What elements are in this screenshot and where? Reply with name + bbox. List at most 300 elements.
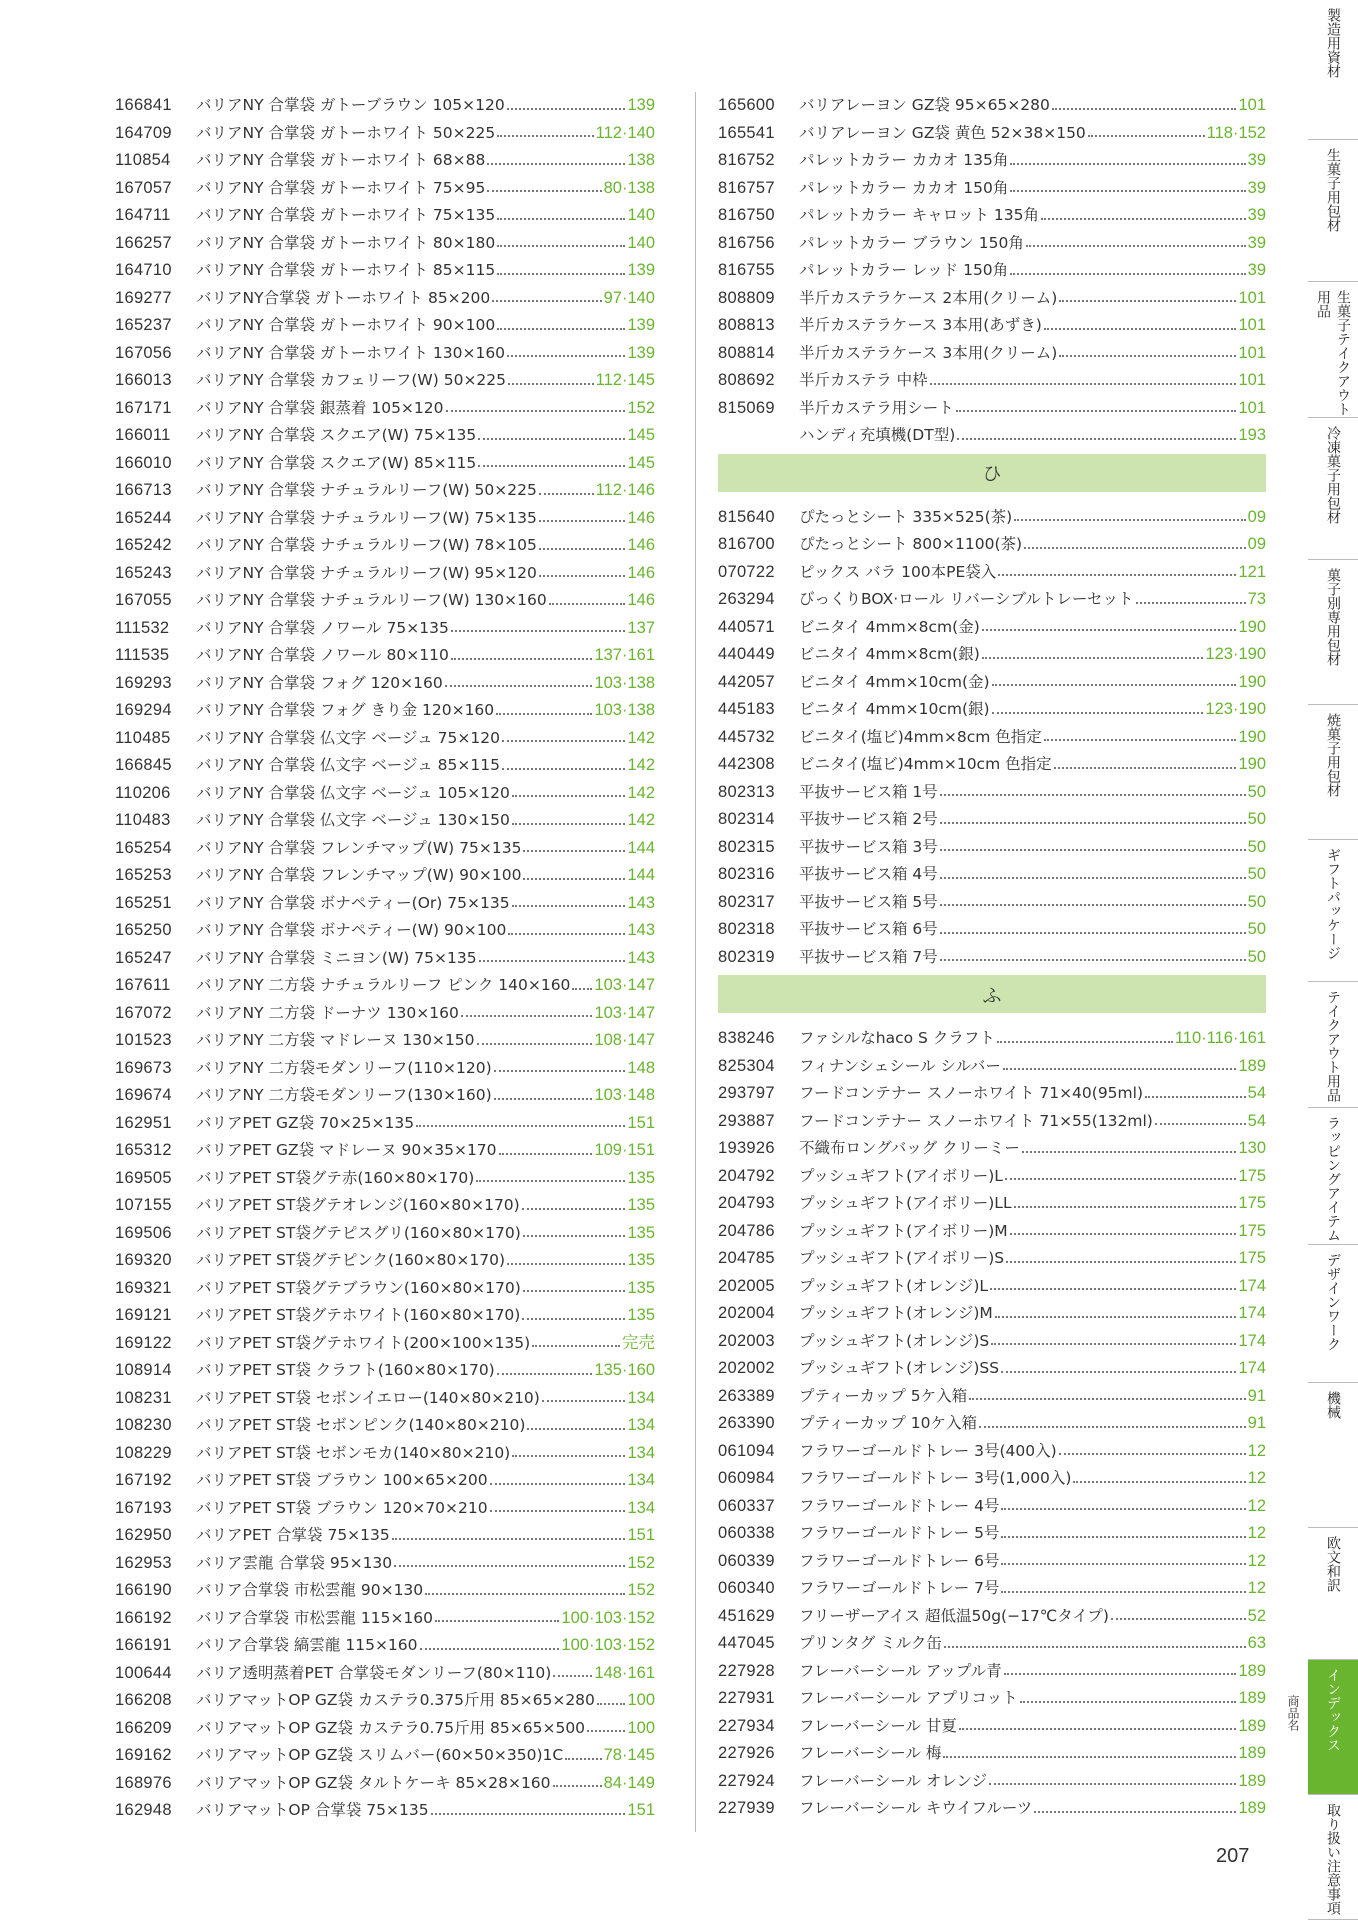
product-code: 808692 — [718, 371, 775, 389]
product-name: バリアPET 合掌袋 75×135 — [196, 1526, 390, 1544]
page-reference: 135 — [627, 1196, 655, 1214]
index-entry — [115, 1165, 655, 1193]
page-reference: 108·147 — [594, 1031, 655, 1049]
index-entry — [718, 1465, 1266, 1493]
product-code: 165243 — [115, 563, 172, 582]
index-entry — [718, 1520, 1266, 1548]
dot-leader — [1044, 328, 1237, 330]
product-code: 816752 — [718, 151, 775, 169]
section-tab[interactable] — [1308, 1383, 1358, 1528]
product-code: 802318 — [718, 920, 775, 938]
dot-leader — [1003, 1068, 1237, 1070]
page-reference: 135 — [627, 1278, 655, 1297]
index-entry — [115, 670, 655, 698]
product-name: バリアNY 合掌袋 ナチュラルリーフ(W) 130×160 — [196, 591, 547, 609]
product-code: 169293 — [115, 673, 172, 692]
dot-leader — [497, 218, 625, 220]
product-code: 451629 — [718, 1606, 775, 1625]
product-code: 169320 — [115, 1251, 172, 1269]
dot-leader — [1145, 1096, 1246, 1098]
page-reference: 135 — [627, 1168, 655, 1187]
product-name: フラワーゴールドトレー 7号 — [799, 1579, 1000, 1597]
page-reference: 54 — [1247, 1084, 1266, 1102]
section-tab[interactable] — [1308, 1660, 1358, 1795]
index-entry — [115, 1577, 655, 1605]
product-code: 166192 — [115, 1608, 172, 1627]
page-reference: 139 — [627, 316, 655, 334]
page-reference: 174 — [1238, 1331, 1266, 1350]
product-name: バリアレーヨン GZ袋 黄色 52×38×150 — [799, 123, 1086, 142]
product-name: パレットカラー キャロット 135角 — [799, 206, 1040, 224]
product-code: 166257 — [115, 233, 172, 252]
product-code: 169674 — [115, 1086, 172, 1104]
index-entry — [115, 1082, 655, 1110]
page-reference: 121 — [1238, 562, 1266, 581]
product-name: バリアNY 合掌袋 ガトーブラウン 105×120 — [196, 96, 505, 114]
page-number: 207 — [1216, 1845, 1250, 1867]
dot-leader — [512, 1455, 625, 1457]
dot-leader — [940, 959, 1246, 961]
product-code: 162948 — [115, 1801, 172, 1819]
product-code: 167193 — [115, 1498, 172, 1517]
dot-leader — [1020, 1701, 1237, 1703]
section-tab-label: テイクアウト用品 — [1325, 990, 1341, 1102]
index-entry — [718, 1548, 1266, 1576]
product-code: 808809 — [718, 288, 775, 307]
product-name: フレーバーシール アプリコット — [799, 1689, 1018, 1707]
dot-leader — [451, 658, 593, 660]
product-code: 169162 — [115, 1746, 172, 1764]
index-entry — [718, 147, 1266, 175]
product-name: 半斤カステラ 中枠 — [799, 371, 928, 389]
section-tab[interactable] — [1308, 1795, 1358, 1920]
product-code: 169277 — [115, 288, 172, 307]
product-code: 166013 — [115, 371, 172, 389]
page-reference: 63 — [1247, 1634, 1266, 1652]
index-entry — [115, 257, 655, 285]
dot-leader — [930, 383, 1237, 385]
index-entry — [718, 1740, 1266, 1768]
page-reference: 152 — [627, 1553, 655, 1572]
index-entry — [115, 1220, 655, 1248]
product-code: 110483 — [115, 811, 171, 829]
section-tab[interactable] — [1308, 140, 1358, 282]
section-tab[interactable] — [1308, 982, 1358, 1108]
dot-leader — [502, 768, 626, 770]
dot-leader — [507, 108, 626, 110]
product-code: 101523 — [115, 1031, 172, 1049]
product-name: バリアマットOP 合掌袋 75×135 — [196, 1801, 429, 1819]
index-entry — [115, 1522, 655, 1550]
product-code: 440571 — [718, 617, 775, 636]
product-name: バリアNY 合掌袋 仏文字 ベージュ 75×120 — [196, 728, 500, 747]
index-entry — [718, 1685, 1266, 1713]
product-code: 166209 — [115, 1718, 172, 1737]
product-code: 227939 — [718, 1799, 775, 1817]
product-code: 108914 — [115, 1361, 172, 1379]
product-code: 825304 — [718, 1056, 775, 1075]
dot-leader — [497, 1373, 593, 1375]
index-entry — [718, 1135, 1266, 1163]
page-reference: 78·145 — [603, 1746, 655, 1764]
page-reference: 142 — [627, 756, 655, 774]
product-code: 802316 — [718, 865, 775, 883]
dot-leader — [1001, 1508, 1245, 1510]
product-name: 平抜サービス箱 6号 — [799, 920, 938, 938]
dot-leader — [1005, 1178, 1237, 1180]
product-name: バリアNY 合掌袋 フレンチマップ(W) 90×100 — [196, 866, 522, 884]
index-entry — [718, 641, 1266, 669]
dot-leader — [940, 904, 1246, 906]
index-entry — [718, 1713, 1266, 1741]
product-name: バリアNY合掌袋 ガトーホワイト 85×200 — [196, 288, 491, 307]
dot-leader — [1136, 602, 1246, 604]
product-name: バリアPET GZ袋 70×25×135 — [196, 1113, 415, 1132]
dot-leader — [990, 1288, 1236, 1290]
product-name: バリアマットOP GZ袋 カステラ0.75斤用 85×65×500 — [196, 1718, 586, 1737]
product-name: びっくりBOX·ロール リバーシブルトレーセット — [799, 590, 1134, 608]
product-code: 816750 — [718, 206, 775, 224]
product-name: バリア合掌袋 市松雲龍 115×160 — [196, 1608, 434, 1627]
product-code: 169673 — [115, 1058, 172, 1077]
product-code: 802317 — [718, 892, 775, 911]
product-code: 169121 — [115, 1306, 172, 1324]
product-code: 166841 — [115, 96, 172, 114]
product-code: 165254 — [115, 838, 172, 857]
page-reference: 189 — [1238, 1744, 1266, 1762]
index-group-ha-continued — [718, 92, 1266, 450]
product-name: ビニタイ 4mm×8cm(銀) — [799, 645, 980, 663]
product-code: 165251 — [115, 893, 172, 912]
page-reference: 39 — [1247, 178, 1266, 197]
section-tab-label: デザインワーク — [1325, 1253, 1341, 1351]
dot-leader — [461, 1015, 593, 1017]
product-code: 169506 — [115, 1223, 172, 1242]
product-code: 169122 — [115, 1333, 172, 1352]
dot-leader — [1111, 1618, 1246, 1620]
page-reference: 174 — [1238, 1359, 1266, 1377]
dot-leader — [542, 1400, 626, 1402]
product-name: バリアNY 合掌袋 スクエア(W) 85×115 — [196, 453, 477, 472]
product-code: 227928 — [718, 1661, 775, 1680]
dot-leader — [940, 877, 1246, 879]
index-entry — [718, 1795, 1266, 1823]
section-tab[interactable] — [1308, 1528, 1358, 1660]
product-code: 100644 — [115, 1663, 172, 1682]
product-code: 204786 — [718, 1221, 775, 1240]
page-reference: 135 — [627, 1251, 655, 1269]
product-name: バリアPET ST袋グテホワイト(200×100×135) — [196, 1333, 531, 1352]
product-name: バリアNY 合掌袋 ガトーホワイト 130×160 — [196, 343, 506, 362]
dot-leader — [992, 684, 1237, 686]
section-tab[interactable] — [1308, 1108, 1358, 1245]
product-code: 802314 — [718, 810, 775, 828]
product-code: 165253 — [115, 866, 172, 884]
dot-leader — [487, 190, 601, 192]
product-name: ぴたっとシート 800×1100(茶) — [799, 535, 1023, 553]
product-name: フレーバーシール キウイフルーツ — [799, 1799, 1033, 1817]
dot-leader — [508, 383, 594, 385]
page-reference: 100 — [627, 1691, 655, 1709]
dot-leader — [1034, 1811, 1236, 1813]
index-entry — [115, 532, 655, 560]
product-name: プッシュギフト(オレンジ)L — [799, 1276, 989, 1295]
dot-leader — [487, 163, 625, 165]
page-reference: 50 — [1247, 810, 1266, 828]
dot-leader — [446, 410, 626, 412]
product-code: 167611 — [115, 976, 171, 994]
page-reference: 189 — [1238, 1799, 1266, 1817]
product-name: バリアNY 二方袋モダンリーフ(130×160) — [196, 1086, 492, 1104]
index-entry — [115, 1742, 655, 1770]
product-name: バリアPET ST袋 ブラウン 100×65×200 — [196, 1471, 488, 1489]
page-reference: 110·116·161 — [1174, 1029, 1266, 1047]
index-entry — [115, 972, 655, 1000]
page-reference: 100·103·152 — [561, 1636, 655, 1654]
dot-leader — [425, 1593, 625, 1595]
product-name: プッシュギフト(オレンジ)M — [799, 1304, 993, 1322]
index-entry — [115, 1110, 655, 1138]
product-code: 263390 — [718, 1414, 775, 1432]
page-reference: 101 — [1238, 371, 1266, 389]
product-name: ビニタイ(塩ビ)4mm×10cm 色指定 — [799, 755, 1052, 773]
index-entry — [718, 340, 1266, 368]
index-entry — [115, 120, 655, 148]
dot-leader — [940, 849, 1246, 851]
page-reference: 97·140 — [603, 288, 655, 307]
dot-leader — [1010, 273, 1245, 275]
dot-leader — [989, 1783, 1236, 1785]
index-entry — [115, 1632, 655, 1660]
product-code: 061094 — [718, 1441, 775, 1460]
page-reference: 189 — [1238, 1716, 1266, 1735]
product-code: 816756 — [718, 233, 775, 252]
product-code: 164711 — [115, 206, 171, 224]
product-name: ビニタイ 4mm×10cm(金) — [799, 672, 990, 691]
page-reference: 139 — [627, 343, 655, 362]
dot-leader — [957, 438, 1236, 440]
product-code: 110854 — [115, 151, 171, 169]
dot-leader — [492, 300, 601, 302]
page-reference: 73 — [1247, 590, 1266, 608]
page-reference: 189 — [1238, 1689, 1266, 1707]
product-name: バリアNY 合掌袋 ボナペティー(W) 90×100 — [196, 921, 507, 939]
index-entry — [115, 1495, 655, 1523]
dot-leader — [940, 794, 1246, 796]
product-code: 165600 — [718, 96, 775, 114]
product-name: バリアNY 合掌袋 ナチュラルリーフ(W) 75×135 — [196, 508, 537, 527]
product-name: フラワーゴールドトレー 5号 — [799, 1524, 1000, 1542]
product-code: 445732 — [718, 727, 775, 746]
product-name: バリアNY 合掌袋 ガトーホワイト 90×100 — [196, 316, 496, 334]
page-reference: 135 — [627, 1306, 655, 1324]
page-reference: 134 — [627, 1388, 655, 1407]
page-reference: 144 — [627, 866, 655, 884]
index-entry — [718, 1190, 1266, 1218]
product-name: フラワーゴールドトレー 3号(1,000入) — [799, 1469, 1072, 1487]
index-entry — [115, 780, 655, 808]
dot-leader — [1014, 1206, 1237, 1208]
product-code: 060340 — [718, 1579, 775, 1597]
product-name: バリアNY 合掌袋 ガトーホワイト 50×225 — [196, 123, 496, 142]
page-reference: 143 — [627, 893, 655, 912]
product-name: バリアNY 合掌袋 フォグ きり金 120×160 — [196, 701, 495, 719]
page-reference: 91 — [1247, 1386, 1266, 1405]
dot-leader — [969, 1398, 1246, 1400]
page-reference: 50 — [1247, 947, 1266, 966]
section-tab[interactable] — [1308, 0, 1358, 140]
dot-leader — [478, 438, 625, 440]
product-name: 不織布ロングバッグ クリーミー — [799, 1139, 1020, 1157]
section-tab[interactable] — [1308, 560, 1358, 705]
page-reference: 145 — [627, 453, 655, 472]
dot-leader — [572, 988, 592, 990]
product-name: バリアPET ST袋 クラフト(160×80×170) — [196, 1361, 495, 1379]
product-name: フードコンテナー スノーホワイト 71×55(132ml) — [799, 1111, 1153, 1130]
kana-heading-fu: ふ — [718, 975, 1266, 1013]
dot-leader — [997, 1041, 1173, 1043]
product-name: バリアPET ST袋 ブラウン 120×70×210 — [196, 1498, 488, 1517]
section-tab[interactable] — [1308, 1245, 1358, 1383]
product-code: 166011 — [115, 426, 171, 444]
product-code: 108231 — [115, 1388, 172, 1407]
index-sublabel: 商品名 — [1286, 1695, 1300, 1731]
dot-leader — [394, 1565, 625, 1567]
section-tab-label: 欧文和訳 — [1325, 1536, 1341, 1592]
page-reference: 101 — [1238, 316, 1266, 334]
index-entry — [718, 1383, 1266, 1411]
product-code: 167056 — [115, 343, 172, 362]
page-reference: 190 — [1238, 727, 1266, 746]
index-entry — [718, 1025, 1266, 1053]
product-name: プティーカップ 5ケ入箱 — [799, 1386, 968, 1405]
dot-leader — [553, 1785, 602, 1787]
product-name: バリアNY 合掌袋 仏文字 ベージュ 105×120 — [196, 783, 510, 802]
dot-leader — [1004, 1673, 1237, 1675]
page-reference: 100 — [627, 1718, 655, 1737]
dot-leader — [549, 603, 626, 605]
dot-leader — [940, 932, 1246, 934]
index-entry — [718, 1768, 1266, 1796]
product-name: バリアNY 合掌袋 ミニヨン(W) 75×135 — [196, 948, 477, 967]
index-entry — [718, 175, 1266, 203]
dot-leader — [1054, 767, 1237, 769]
index-entry — [115, 1687, 655, 1715]
product-name: バリアPET ST袋 セボンモカ(140×80×210) — [196, 1443, 511, 1462]
page-reference: 完売 — [622, 1333, 655, 1352]
page-reference: 39 — [1247, 261, 1266, 279]
page-reference: 137 — [627, 618, 655, 637]
product-code: 060984 — [718, 1469, 775, 1487]
product-name: バリアPET GZ袋 マドレーヌ 90×35×170 — [196, 1141, 497, 1159]
dot-leader — [497, 245, 625, 247]
section-tab[interactable] — [1308, 705, 1358, 840]
dot-leader — [1010, 1233, 1237, 1235]
index-entry — [718, 1108, 1266, 1136]
index-entry — [115, 697, 655, 725]
product-code: 440449 — [718, 645, 775, 663]
product-code: 202002 — [718, 1359, 775, 1377]
section-tab-label: ラッピングアイテム — [1325, 1116, 1341, 1242]
dot-leader — [497, 135, 593, 137]
product-name: バリアNY 合掌袋 ガトーホワイト 75×95 — [196, 178, 486, 197]
dot-leader — [1001, 1536, 1245, 1538]
page-reference: 190 — [1238, 617, 1266, 636]
product-name: バリアNY 合掌袋 ガトーホワイト 85×115 — [196, 261, 496, 279]
dot-leader — [944, 1646, 1246, 1648]
index-entry — [718, 395, 1266, 423]
page-reference: 134 — [627, 1443, 655, 1462]
index-entry — [718, 504, 1266, 532]
page-reference: 152 — [627, 1581, 655, 1599]
index-entry — [115, 1247, 655, 1275]
index-entry — [718, 614, 1266, 642]
product-code: 166010 — [115, 453, 172, 472]
product-name: バリアPET ST袋 セボンイエロー(140×80×210) — [196, 1388, 540, 1407]
product-name: フラワーゴールドトレー 3号(400入) — [799, 1441, 1057, 1460]
section-tab[interactable] — [1308, 840, 1358, 982]
dot-leader — [956, 410, 1237, 412]
product-code: 164710 — [115, 261, 172, 279]
product-name: 平抜サービス箱 4号 — [799, 865, 938, 883]
dot-leader — [565, 1758, 601, 1760]
product-code: 111535 — [115, 646, 170, 664]
product-name: バリアNY 合掌袋 ボナペティー(Or) 75×135 — [196, 893, 510, 912]
product-name: プティーカップ 10ケ入箱 — [799, 1414, 977, 1432]
dot-leader — [1014, 519, 1245, 521]
dot-leader — [1010, 163, 1245, 165]
product-code: 447045 — [718, 1634, 775, 1652]
dot-leader — [479, 960, 626, 962]
product-name: パレットカラー カカオ 135角 — [799, 151, 1009, 169]
product-name: バリアNY 合掌袋 ナチュラルリーフ(W) 95×120 — [196, 563, 537, 582]
section-tab-label: 冷凍菓子用包材 — [1325, 426, 1341, 524]
dot-leader — [476, 1180, 625, 1182]
product-name: バリアNY 二方袋モダンリーフ(110×120) — [196, 1058, 492, 1077]
product-name: バリアNY 合掌袋 仏文字 ベージュ 130×150 — [196, 811, 510, 829]
index-entry — [718, 889, 1266, 917]
product-code: 202003 — [718, 1331, 775, 1350]
dot-leader — [512, 905, 626, 907]
product-name: ファシルなhaco S クラフト — [799, 1029, 995, 1047]
product-code: 816755 — [718, 261, 775, 279]
page-reference: 137·161 — [594, 646, 655, 664]
product-code: 165312 — [115, 1141, 172, 1159]
page-reference: 134 — [627, 1416, 655, 1434]
page-reference: 12 — [1247, 1524, 1266, 1542]
product-name: バリアPET ST袋グテホワイト(160×80×170) — [196, 1306, 521, 1324]
product-name: フレーバーシール オレンジ — [799, 1771, 988, 1790]
product-code: 227934 — [718, 1716, 775, 1735]
section-tab[interactable] — [1308, 418, 1358, 560]
product-code: 165242 — [115, 536, 172, 554]
product-code: 802315 — [718, 837, 775, 856]
product-name: バリアマットOP GZ袋 スリムバー(60×50×350)1C — [196, 1746, 564, 1764]
index-entry — [115, 945, 655, 973]
index-entry — [718, 202, 1266, 230]
product-name: バリアNY 二方袋 マドレーヌ 130×150 — [196, 1031, 475, 1049]
page-reference: 39 — [1247, 151, 1266, 169]
product-code: 060339 — [718, 1551, 775, 1570]
section-tab[interactable] — [1308, 282, 1358, 418]
product-name: バリアNY 合掌袋 フォグ 120×160 — [196, 673, 443, 692]
product-code: 802313 — [718, 782, 775, 801]
product-code: 445183 — [718, 700, 775, 718]
page-reference: 103·148 — [594, 1086, 655, 1104]
product-name: プッシュギフト(オレンジ)S — [799, 1331, 990, 1350]
page-reference: 175 — [1238, 1194, 1266, 1212]
page-reference: 134 — [627, 1471, 655, 1489]
